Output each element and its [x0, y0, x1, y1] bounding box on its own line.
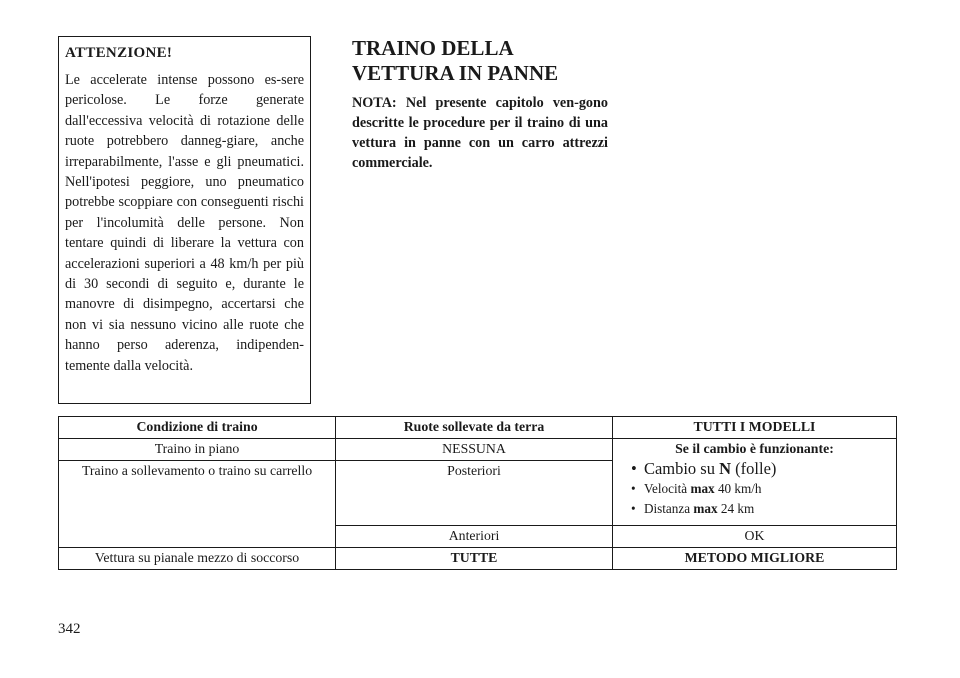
- header-wheels: Ruote sollevate da terra: [336, 417, 613, 439]
- header-condition: Condizione di traino: [59, 417, 336, 439]
- cell-wheels-front: Anteriori: [336, 526, 613, 548]
- bullet-icon: •: [630, 481, 636, 496]
- list-item: • Cambio su N (folle): [630, 459, 777, 478]
- towing-table: [58, 416, 897, 570]
- note-text: NOTA: Nel presente capitolo ven-gono descritte le procedure per il traino di una vettura in panne con un carro attrezzi commerciale.: [352, 95, 608, 171]
- table-row: [59, 548, 897, 570]
- table-header-row: [59, 417, 897, 439]
- warning-title: ATTENZIONE!: [65, 45, 173, 61]
- cell-wheels-rear: Posteriori: [336, 461, 613, 526]
- cell-wheels-all: TUTTE: [336, 548, 613, 570]
- cell-conditions: [612, 439, 896, 526]
- cell-result-best: METODO MIGLIORE: [612, 548, 896, 570]
- cell-condition-flatbed: Vettura su pianale mezzo di soccorso: [59, 548, 336, 570]
- bullet-icon: •: [630, 459, 637, 478]
- list-item: • Velocità max 40 km/h: [631, 479, 892, 499]
- list-item: • Distanza max 24 km: [631, 499, 892, 519]
- section-title: [352, 36, 632, 86]
- cell-condition-lift: Traino a sollevamento o traino su carrello: [59, 461, 336, 548]
- header-all-models: TUTTI I MODELLI: [612, 417, 896, 439]
- page-number: 342: [58, 621, 81, 637]
- section-title-line2: VETTURA IN PANNE: [352, 61, 559, 85]
- warning-text: Le accelerate intense possono es-sere pericolose. Le forze generate dall'eccessiva velocità di rotazione delle ruote potrebbero danneg-giare, anche irreparabilmente, l'asse e gli pneumatici. Nell'ipotesi peggiore, uno pneumatico potrebbe scoppiare con conseguenti rischi per l'incolumità delle persone. Non tentare quindi di liberare la vettura con accelerazioni superiori a 48 km/h per più di 30 secondi di seguito e, durante le manovre di disimpegno, accertarsi che non vi sia nessuno vicino alle ruote che hanno perso aderenza, indipenden-temente dalla velocità.: [65, 72, 304, 374]
- cell-condition-flat: Traino in piano: [59, 439, 336, 461]
- table-row: [59, 439, 897, 461]
- conditions-heading: Se il cambio è funzionante:: [675, 441, 834, 456]
- conditions-list: [617, 459, 892, 523]
- bullet-icon: •: [630, 501, 636, 516]
- warning-box: [58, 36, 311, 404]
- cell-result-ok: OK: [612, 526, 896, 548]
- section-title-line1: TRAINO DELLA: [352, 36, 514, 60]
- cell-wheels-none: NESSUNA: [336, 439, 613, 461]
